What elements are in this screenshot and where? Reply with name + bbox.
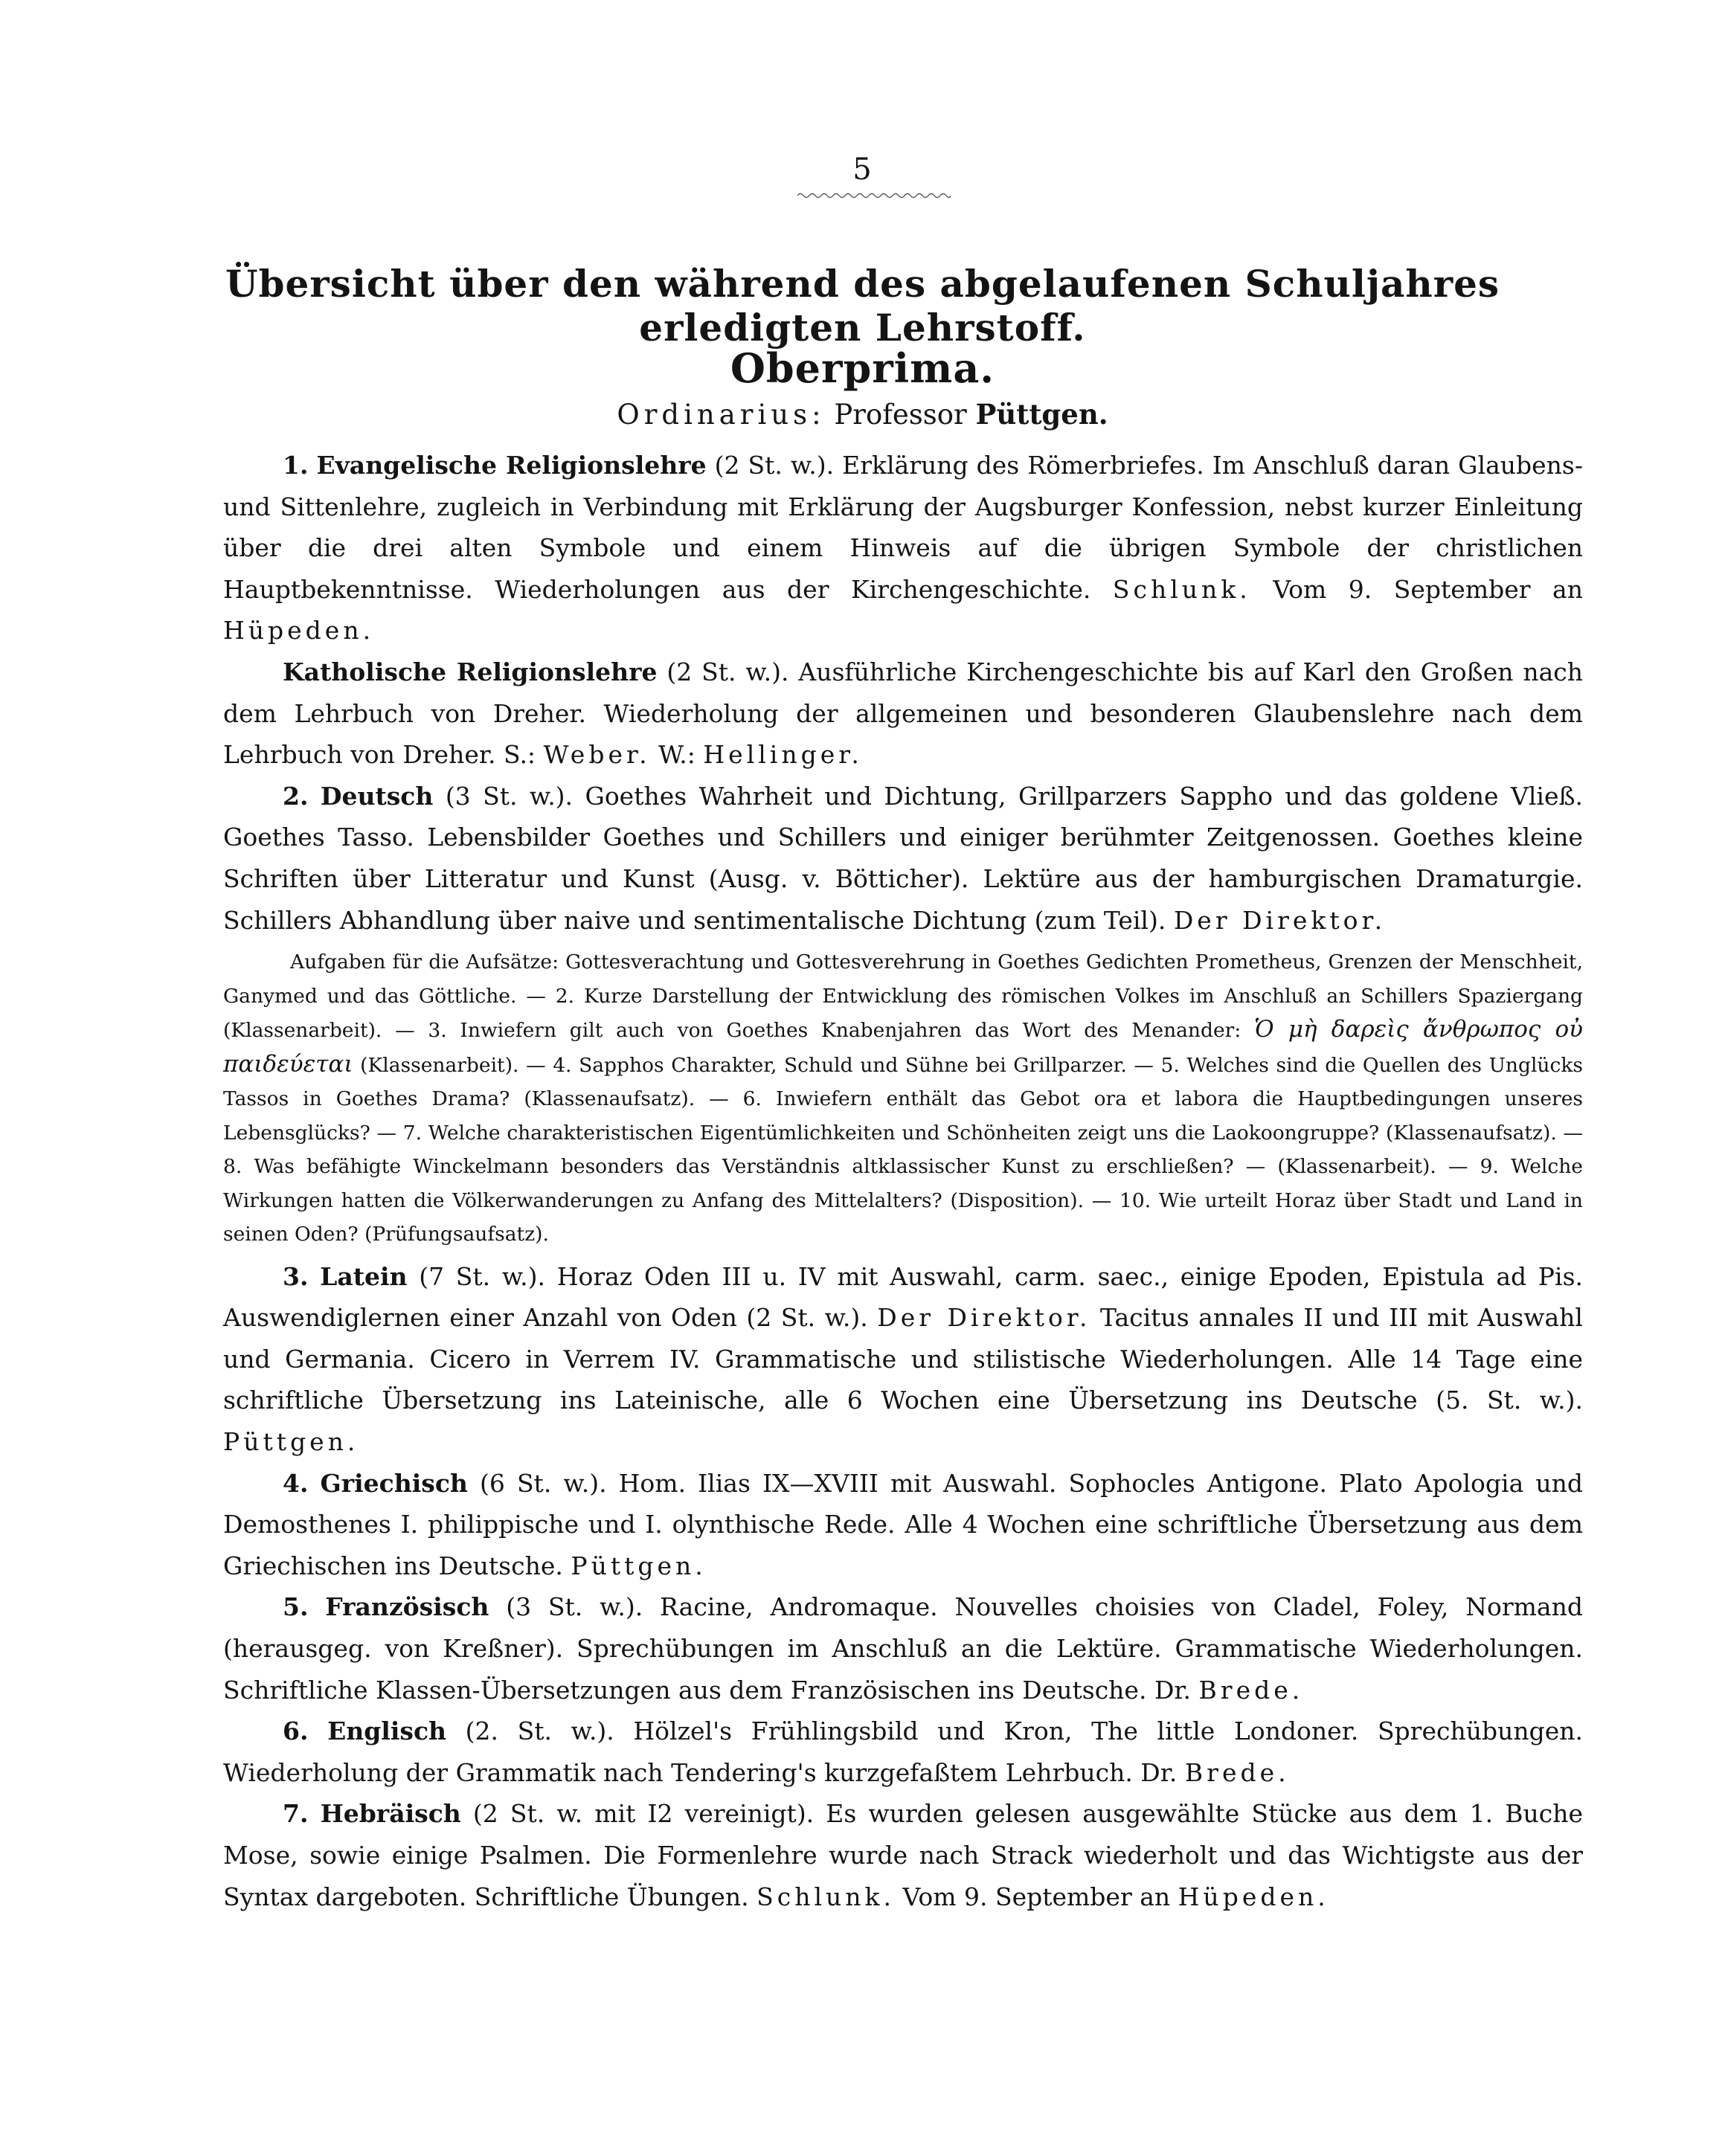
essay-topics-text	[223, 945, 1583, 1252]
section-griechisch	[223, 1463, 1583, 1587]
section-number: 4.	[283, 1468, 309, 1498]
section-hebraeisch	[223, 1793, 1583, 1917]
section-subject: Katholische Religionslehre	[283, 657, 658, 686]
section-subject: Französisch	[325, 1592, 489, 1622]
essay-topics-part-b: (Klassenarbeit). — 4. Sapphos Charakter, Schuld und Sühne bei Grillparzer. — 5. Welches sind die Quellen des Unglücks Tassos in Goethes Drama? (Klassenaufsatz). — 6. Inwiefern enthält das Gebot ora et labora die Hauptbedingungen unseres Lebensglücks? — 7. Welche charakteristischen Eigentümlichkeiten und Schönheiten zeigt uns die Laokoongruppe? (Klassenaufsatz). — 8. Was befähigte Winckelmann besonders das Verständnis altklassischer Kunst zu erschließen? — (Klassenarbeit). — 9. Welche Wirkungen hatten die Völkerwanderungen zu Anfang des Mittelalters? (Disposition). — 10. Wie urteilt Horaz über Stadt und Land in seinen Oden? (Prüfungsaufsatz).	[223, 1053, 1583, 1246]
section-teacher: Brede.	[1184, 1757, 1290, 1787]
class-title: Oberprima.	[730, 344, 995, 392]
section-number: 3.	[283, 1261, 309, 1291]
summer-label: S.:	[504, 740, 536, 770]
section-subject: Deutsch	[320, 781, 434, 811]
section-katholische-religion	[223, 651, 1583, 776]
section-text: (2 St. w.). Erklärung des Römerbriefes. Im Anschluß daran Glaubens- und Sittenlehre, zugleich in Verbindung mit Erklärung der Augsburger Konfession, nebst kurzer Einleitung über die drei alten Symbole und einem Hinweis auf die übrigen Symbole der christlichen Hauptbekenntnisse. Wiederholungen aus der Kirchengeschichte.	[223, 451, 1584, 604]
section-teacher: Schlunk.	[1112, 574, 1251, 604]
page-number: 5	[852, 152, 873, 187]
section-teacher: Der Direktor.	[1173, 905, 1387, 935]
section-teacher: Der Direktor.	[877, 1303, 1091, 1333]
section-text: (7 St. w.). Horaz Oden III u. IV mit Auswahl, carm. saec., einige Epoden, Epistula ad Pis. Auswendiglernen einer Anzahl von Oden (2 St. w.).	[223, 1261, 1583, 1333]
section-subject: Hebräisch	[320, 1799, 461, 1829]
summer-teacher: Weber.	[543, 740, 651, 770]
section-teacher: Schlunk.	[757, 1882, 896, 1911]
section-text: (3 St. w.). Goethes Wahrheit und Dichtung, Grillparzers Sappho und das goldene Vließ. Goethes Tasso. Lebensbilder Goethes und Schillers und einiger berühmter Zeitgenossen. Goethes kleine Schriften über Litteratur und Kunst (Ausg. v. Bötticher). Lektüre aus der hamburgischen Dramaturgie. Schillers Abhandlung über naive und sentimentalische Dichtung (zum Teil).	[223, 781, 1584, 935]
section-evangelische-religion	[223, 445, 1583, 651]
section-number: 1.	[283, 451, 309, 480]
section-teacher-2: Hüpeden.	[223, 616, 375, 646]
section-englisch	[223, 1711, 1583, 1793]
ordinarius-text: Professor	[834, 399, 967, 431]
winter-label: W.:	[658, 740, 696, 770]
content-body	[223, 445, 1583, 1917]
section-number: 5.	[283, 1592, 309, 1622]
essay-topics-part-a: Aufgaben für die Aufsätze: Gottesverachtung und Gottesverehrung in Goethes Gedichten Prometheus, Grenzen der Menschheit, Ganymed und das Göttliche. — 2. Kurze Darstellung der Entwicklung des römischen Volkes im Anschluß an Schillers Spaziergang (Klassenarbeit). — 3. Inwiefern gilt auch von Goethes Knabenjahren das Wort des Menander:	[223, 950, 1583, 1043]
section-subject: Latein	[320, 1261, 408, 1291]
greek-quote: Ὁ μὴ δαρεὶς ἄνθρωπος οὐ παιδεύεται	[223, 1016, 1583, 1078]
section-teacher-2: Püttgen.	[223, 1427, 359, 1456]
ordinarius-line	[0, 398, 1725, 431]
section-subject: Englisch	[327, 1716, 447, 1746]
section-franzoesisch	[223, 1586, 1583, 1711]
section-number: 7.	[283, 1799, 309, 1829]
section-text: (3 St. w.). Racine, Andromaque. Nouvelles choisies von Cladel, Foley, Normand (herausgeg. von Kreßner). Sprechübungen im Anschluß an die Lektüre. Grammatische Wiederholungen. Schriftliche Klassen-Übersetzungen aus dem Französischen ins Deutsche. Dr.	[223, 1592, 1583, 1705]
ordinarius-name: Püttgen.	[975, 398, 1108, 431]
section-deutsch	[223, 776, 1583, 941]
section-latein	[223, 1256, 1583, 1463]
section-text: (2 St. w. mit I2 vereinigt). Es wurden gelesen ausgewählte Stücke aus dem 1. Buche Mose, sowie einige Psalmen. Die Formenlehre wurde nach Strack wiederholt und das Wichtigste aus der Syntax dargeboten. Schriftliche Übungen.	[223, 1799, 1583, 1911]
essay-topics	[223, 945, 1583, 1252]
section-teacher-2: Hüpeden.	[1178, 1882, 1329, 1911]
section-text-2: Tacitus annales II und III mit Auswahl und Germania. Cicero in Verrem IV. Grammatische und stilistische Wiederholungen. Alle 14 Tage eine schriftliche Übersetzung ins Lateinische, alle 6 Wochen eine Übersetzung ins Deutsche (5. St. w.).	[223, 1303, 1583, 1415]
winter-teacher: Hellinger.	[703, 740, 863, 770]
page-number-ornament	[797, 192, 951, 199]
section-number: 2.	[283, 781, 309, 811]
main-title: Übersicht über den während des abgelaufenen Schuljahres erledigten Lehrstoff.	[225, 262, 1500, 350]
section-text: (2 St. w.). Ausführliche Kirchengeschichte bis auf Karl den Großen nach dem Lehrbuch von Dreher. Wiederholung der allgemeinen und besonderen Glaubenslehre nach dem Lehrbuch von Dreher.	[223, 657, 1584, 770]
section-subject: Griechisch	[320, 1468, 468, 1498]
section-subject: Evangelische Religionslehre	[316, 451, 707, 480]
section-text-2: Vom 9. September an	[1273, 574, 1583, 604]
section-number: 6.	[283, 1716, 309, 1746]
section-text: (6 St. w.). Hom. Ilias IX—XVIII mit Auswahl. Sophocles Antigone. Plato Apologia und Demosthenes I. philippische und I. olynthische Rede. Alle 4 Wochen eine schriftliche Übersetzung aus dem Griechischen ins Deutsche.	[223, 1468, 1583, 1580]
section-text-2: Vom 9. September an	[902, 1882, 1171, 1911]
section-teacher: Püttgen.	[571, 1551, 707, 1580]
ordinarius-label: Ordinarius:	[617, 399, 826, 431]
section-teacher: Brede.	[1198, 1675, 1304, 1705]
section-text: (2. St. w.). Hölzel's Frühlingsbild und Kron, The little Londoner. Sprechübungen. Wiederholung der Grammatik nach Tendering's kurzgefaßtem Lehrbuch. Dr.	[223, 1716, 1583, 1787]
